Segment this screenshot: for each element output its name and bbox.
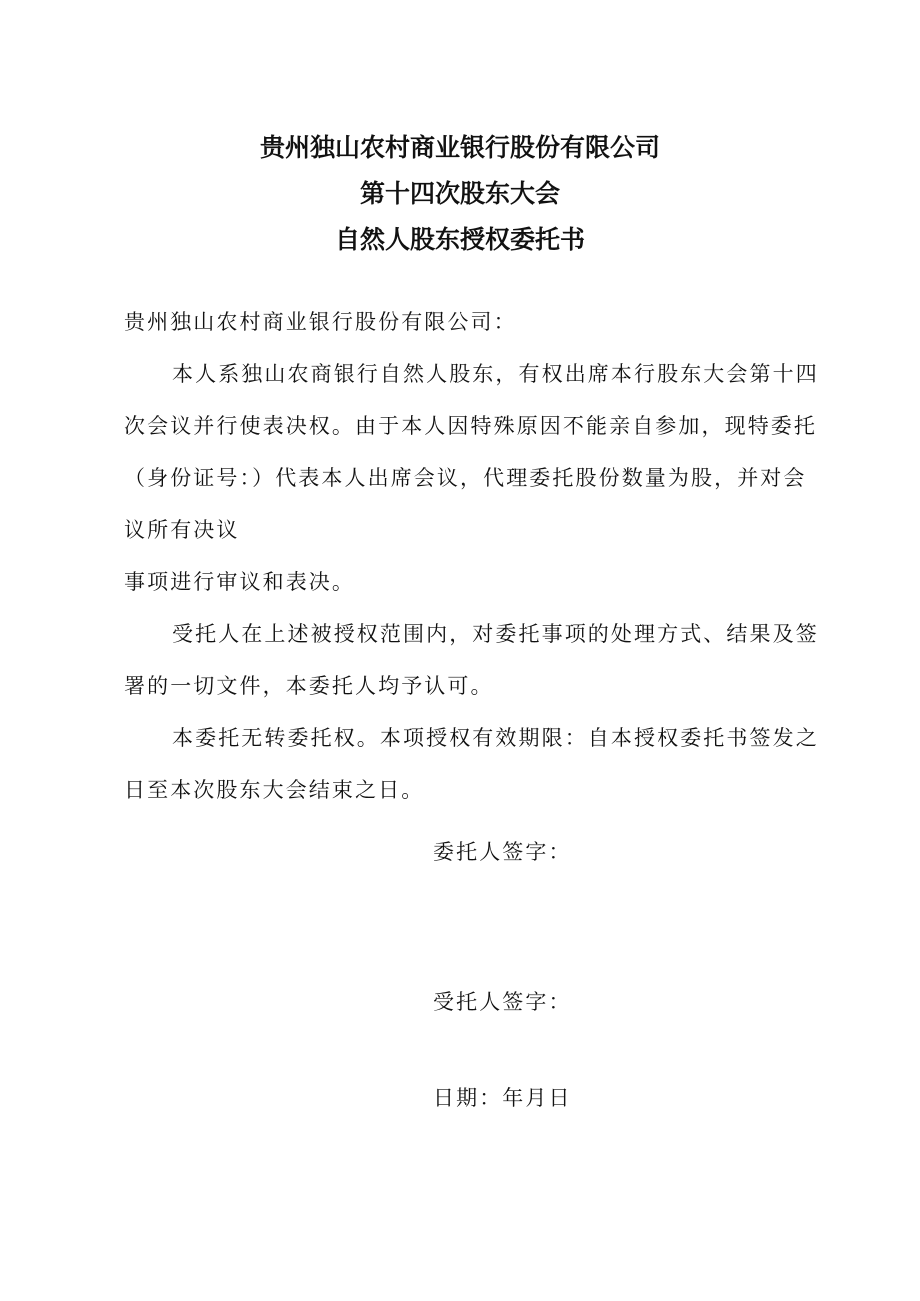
paragraph-1-line-3: （身份证号：）代表本人出席会议，代理委托股份数量为股，并对会 [124,466,807,490]
paragraph-1-line-5: 事项进行审议和表决。 [124,570,355,594]
paragraph-1-line-2: 次会议并行使表决权。由于本人因特殊原因不能亲自参加，现特委托 [124,414,817,438]
title-meeting: 第十四次股东大会 [359,179,560,208]
paragraph-1-line-4: 议所有决议 [124,518,240,542]
paragraph-1-line-1: 本人系独山农商银行自然人股东，有权出席本行股东大会第十四 [172,362,819,386]
paragraph-2-line-2: 署的一切文件，本委托人均予认可。 [124,674,494,698]
title-bank-name: 贵州独山农村商业银行股份有限公司 [259,133,660,162]
date-label: 日期：年月日 [433,1086,572,1110]
paragraph-2-line-1: 受托人在上述被授权范围内，对委托事项的处理方式、结果及签 [172,622,819,646]
title-document-type: 自然人股东授权委托书 [334,225,585,254]
salutation: 贵州独山农村商业银行股份有限公司： [124,310,517,334]
paragraph-3-line-2: 日至本次股东大会结束之日。 [124,778,425,802]
paragraph-3-line-1: 本委托无转委托权。本项授权有效期限：自本授权委托书签发之 [172,726,819,750]
principal-signature-label: 委托人签字： [433,840,572,864]
agent-signature-label: 受托人签字： [433,990,572,1014]
document-body [124,296,830,816]
